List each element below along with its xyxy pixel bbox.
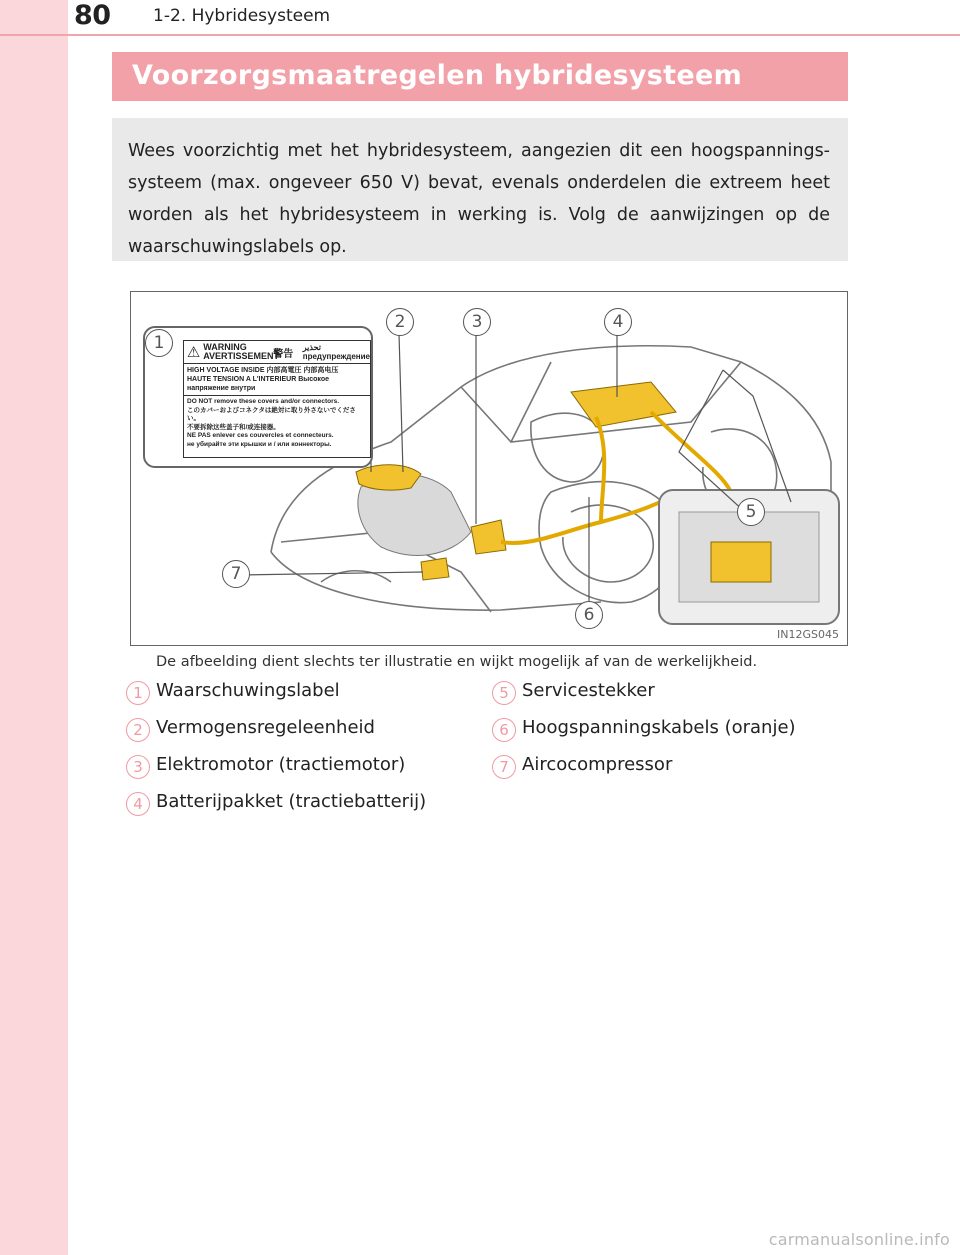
callout-2: 2 xyxy=(386,308,414,336)
callout-4: 4 xyxy=(604,308,632,336)
legend-label: Aircocompressor xyxy=(522,754,673,775)
legend-number: 5 xyxy=(492,681,516,705)
page-number: 80 xyxy=(74,0,111,31)
warning-line2-en: HIGH VOLTAGE INSIDE xyxy=(187,367,265,374)
intro-text: Wees voorzichtig met het hybridesysteem, aangezien dit een hoogspannings-systeem (max. ongeveer 650 V) bevat, evenals onderdelen die extreem heet worden als het hybridesysteem in werking is. Volg de aanwijzingen op de waarschuwingslabels op. xyxy=(128,141,830,257)
warning-line3-jp: このカバーおよびコネクタは絶対に取り外さないでください。 xyxy=(187,406,356,422)
warning-heading-ar: تحذير xyxy=(302,343,321,352)
hybrid-system-figure xyxy=(130,291,848,646)
warning-line3-ru: не убирайте эти крышки и / или коннекторы. xyxy=(187,440,332,448)
callout-5: 5 xyxy=(737,498,765,526)
section-title: Voorzorgsmaatregelen hybridesysteem xyxy=(132,60,743,91)
warning-heading-fr: AVERTISSEMENT xyxy=(203,351,280,361)
callout-3: 3 xyxy=(463,308,491,336)
warning-sticker xyxy=(183,340,371,458)
intro-box xyxy=(112,118,848,261)
warning-line2-fr: HAUTE TENSION A L'INTERIEUR xyxy=(187,376,297,383)
warning-triangle-icon: ⚠ xyxy=(186,344,201,361)
warning-heading-ru: предупреждение xyxy=(302,352,370,361)
warning-line2-ru: Высокое напряжение внутри xyxy=(187,376,330,392)
callout-6: 6 xyxy=(575,601,603,629)
header-rule xyxy=(0,34,960,36)
chapter-title: 1-2. Hybridesysteem xyxy=(153,6,331,26)
warning-line3-fr: NE PAS enlever ces couvercles et connecteurs. xyxy=(187,432,334,439)
legend-label: Elektromotor (tractiemotor) xyxy=(156,754,406,775)
legend-label: Hoogspanningskabels (oranje) xyxy=(522,717,796,738)
figure-caption: De afbeelding dient slechts ter illustratie en wijkt mogelijk af van de werkelijkheid. xyxy=(156,654,758,670)
warning-heading-en: WARNING xyxy=(203,342,247,352)
legend-number: 1 xyxy=(126,681,150,705)
callout-1: 1 xyxy=(145,329,173,357)
legend-label: Batterijpakket (tractiebatterij) xyxy=(156,791,427,812)
warning-line2-cjk: 内部高電圧 内部高电压 xyxy=(266,367,339,374)
legend-number: 7 xyxy=(492,755,516,779)
warning-line3-cn: 不要拆除这些盖子和/或连接器。 xyxy=(187,423,280,431)
legend-label: Vermogensregeleenheid xyxy=(156,717,375,738)
legend-number: 4 xyxy=(126,792,150,816)
left-margin-band xyxy=(0,0,68,1255)
section-header xyxy=(112,52,848,101)
callout-7: 7 xyxy=(222,560,250,588)
figure-code: IN12GS045 xyxy=(777,628,839,641)
watermark: carmanualsonline.info xyxy=(768,1230,950,1249)
warning-heading-cjk: 警告 xyxy=(273,348,294,360)
legend-number: 2 xyxy=(126,718,150,742)
legend-label: Waarschuwingslabel xyxy=(156,680,340,701)
legend-number: 3 xyxy=(126,755,150,779)
legend-label: Servicestekker xyxy=(522,680,655,701)
warning-line3-en: DO NOT remove these covers and/or connectors. xyxy=(187,398,340,405)
warning-label-inset xyxy=(143,326,373,468)
legend-number: 6 xyxy=(492,718,516,742)
service-plug xyxy=(711,542,771,582)
